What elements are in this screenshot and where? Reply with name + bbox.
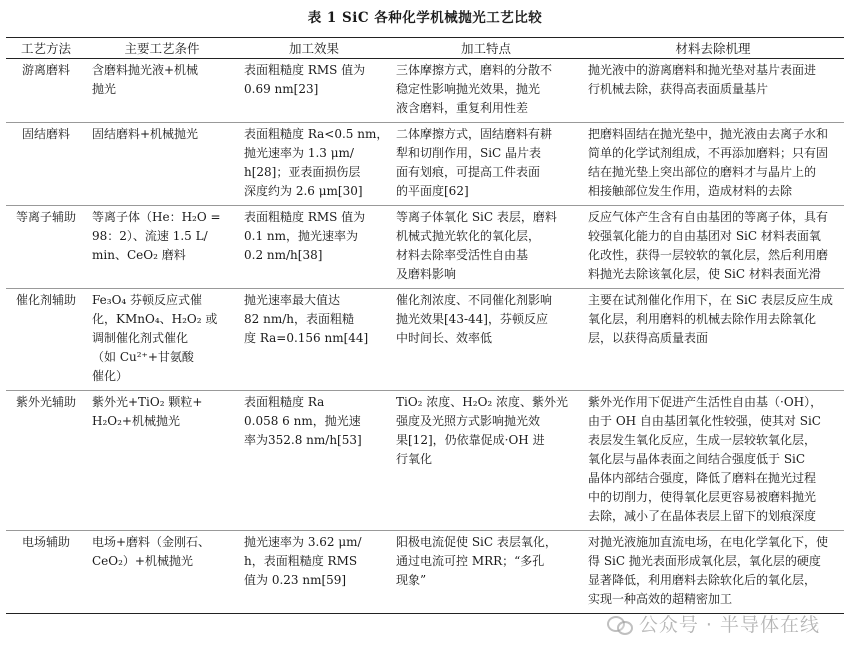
cell-line: 表面粗糙度 Ra<0.5 nm，: [244, 127, 389, 141]
cell-line: 中时间长、效率低: [396, 331, 493, 345]
cell-mechanism: [582, 289, 844, 391]
cell-line: 及磨料影响: [396, 267, 457, 281]
cell-conditions: [86, 123, 238, 206]
watermark: [607, 610, 820, 637]
header-features: 加工特点: [460, 40, 511, 56]
cell-line: 行机械去除，获得高表面质量基片: [588, 82, 769, 96]
cell-line: 度 Ra=0.156 nm[44]: [244, 331, 369, 345]
header-effect: 加工效果: [288, 40, 339, 56]
table-row: [6, 531, 844, 614]
cell-line: 较强氧化能力的自由基团对 SiC 材料表面氧: [588, 229, 821, 243]
cell-line: 面有划痕，可提高工件表面: [396, 165, 541, 179]
table-row: [6, 59, 844, 123]
table-header-row: [6, 38, 844, 59]
cell-line: 0.69 nm[23]: [244, 82, 319, 96]
cell-line: TiO₂ 浓度、H₂O₂ 浓度、紫外光: [396, 395, 569, 409]
cell-line: 中的切削力，使得氧化层更容易被磨料抛光: [588, 490, 817, 504]
cell-effect: [238, 206, 390, 289]
cell-line: 紫外光作用下促进产生活性自由基（·OH），: [588, 395, 823, 409]
cell-method: 游离磨料: [21, 63, 70, 77]
cell-line: 层，以获得高质量表面: [588, 331, 709, 345]
cell-method: 紫外光辅助: [15, 395, 76, 409]
cell-features: [390, 206, 582, 289]
cell-line: 得 SiC 抛光表面形成氧化层，氧化层的硬度: [588, 554, 821, 568]
cell-line: 表面粗糙度 RMS 值为: [244, 63, 366, 77]
table-row: [6, 123, 844, 206]
table-row: [6, 206, 844, 289]
cell-features: [390, 391, 582, 531]
cell-line: 显著降低，利用磨料去除软化后的氧化层，: [588, 573, 817, 587]
cell-line: 通过电流可控 MRR；“多孔: [396, 554, 545, 568]
cell-line: 固结磨料+机械抛光: [92, 127, 199, 141]
cell-line: 行氧化: [396, 452, 433, 466]
cell-line: 抛光速率为 1.3 μm/: [244, 146, 354, 160]
cell-features: [390, 59, 582, 123]
cell-line: 抛光速率最大值达: [244, 293, 341, 307]
cell-line: 率为352.8 nm/h[53]: [244, 433, 362, 447]
cell-line: 电场+磨料（金刚石、: [92, 535, 211, 549]
cell-line: 调制催化剂式催化: [92, 331, 189, 345]
cell-effect: [238, 59, 390, 123]
wechat-icon: [607, 614, 633, 634]
cell-line: 现象”: [396, 573, 427, 587]
cell-line: 犁和切削作用，SiC 晶片表: [396, 146, 542, 160]
cell-effect: [238, 391, 390, 531]
cell-line: 去除，减小了在晶体表层上留下的划痕深度: [588, 509, 817, 523]
cell-conditions: [86, 206, 238, 289]
cell-features: [390, 123, 582, 206]
cell-line: 阳极电流促使 SiC 表层氧化，: [396, 535, 557, 549]
cell-line: 液含磨料，重复利用性差: [396, 101, 529, 115]
cell-conditions: [86, 391, 238, 531]
cell-line: 表面粗糙度 Ra: [244, 395, 325, 409]
cell-line: H₂O₂+机械抛光: [92, 414, 180, 428]
cell-line: 由于 OH 自由基团氧化性较强，使其对 SiC: [588, 414, 821, 428]
cell-method: 电场辅助: [21, 535, 70, 549]
cell-line: 98：2）、流速 1.5 L/: [92, 229, 208, 243]
cell-line: 氧化层，利用磨料的机械去除作用去除氧化: [588, 312, 817, 326]
cell-mechanism: [582, 123, 844, 206]
cell-line: 表层发生氧化反应，生成一层较软氧化层，: [588, 433, 817, 447]
comparison-table: [6, 37, 844, 614]
cell-line: 机械式抛光软化的氧化层，: [396, 229, 541, 243]
cell-line: 抛光: [92, 82, 117, 96]
cell-method: 等离子辅助: [15, 210, 76, 224]
cell-line: 等离子体氧化 SiC 表层，磨料: [396, 210, 557, 224]
cell-line: 结在抛光垫上突出部位的磨料才与晶片上的: [588, 165, 817, 179]
cell-line: 表面粗糙度 RMS 值为: [244, 210, 366, 224]
cell-line: 0.1 nm，抛光速率为: [244, 229, 359, 243]
cell-line: 抛光液中的游离磨料和抛光垫对基片表面进: [588, 63, 817, 77]
cell-effect: [238, 123, 390, 206]
cell-effect: [238, 289, 390, 391]
cell-line: 含磨料抛光液+机械: [92, 63, 199, 77]
cell-mechanism: [582, 59, 844, 123]
watermark-text: 公众号 · 半导体在线: [638, 614, 820, 636]
header-conditions: 主要工艺条件: [124, 40, 200, 56]
cell-mechanism: [582, 206, 844, 289]
header-method: 工艺方法: [20, 40, 71, 56]
cell-features: [390, 531, 582, 614]
cell-line: 晶体内部结合强度，降低了磨料在抛光过程: [588, 471, 817, 485]
cell-line: 0.2 nm/h[38]: [244, 248, 323, 262]
cell-line: 强度及光照方式影响抛光效: [396, 414, 541, 428]
cell-line: 二体摩擦方式，固结磨料有耕: [396, 127, 553, 141]
cell-line: 值为 0.23 nm[59]: [244, 573, 347, 587]
header-mechanism: 材料去除机理: [675, 40, 751, 56]
cell-line: 三体摩擦方式，磨料的分散不: [396, 63, 553, 77]
cell-line: 催化剂浓度、不同催化剂影响: [396, 293, 553, 307]
cell-line: min、CeO₂ 磨料: [92, 248, 186, 262]
cell-conditions: [86, 289, 238, 391]
cell-conditions: [86, 59, 238, 123]
cell-method: 催化剂辅助: [15, 293, 76, 307]
cell-line: 果[12]，仍依靠促成·OH 进: [396, 433, 545, 447]
cell-line: 等离子体（He：H₂O =: [92, 210, 221, 224]
cell-line: （如 Cu²⁺+甘氨酸: [92, 350, 194, 364]
table-row: [6, 289, 844, 391]
cell-line: Fe₃O₄ 芬顿反应式催: [92, 293, 203, 307]
cell-mechanism: [582, 391, 844, 531]
cell-line: 反应气体产生含有自由基团的等离子体，具有: [588, 210, 829, 224]
cell-line: 催化）: [92, 369, 129, 383]
cell-line: 82 nm/h，表面粗糙: [244, 312, 354, 326]
cell-mechanism: [582, 531, 844, 614]
cell-line: 材料去除率受活性自由基: [396, 248, 529, 262]
cell-line: 的平面度[62]: [396, 184, 469, 198]
cell-line: 紫外光+TiO₂ 颗粒+: [92, 395, 203, 409]
cell-line: 化改性，获得一层较软的氧化层，然后利用磨: [588, 248, 829, 262]
cell-line: 相接触部位发生作用，造成材料的去除: [588, 184, 793, 198]
cell-line: 0.058 6 nm，抛光速: [244, 414, 361, 428]
cell-line: 抛光效果[43-44]，芬顿反应: [396, 312, 548, 326]
cell-line: h[28]；亚表面损伤层: [244, 165, 361, 179]
cell-features: [390, 289, 582, 391]
table-row: [6, 391, 844, 531]
cell-line: h，表面粗糙度 RMS: [244, 554, 358, 568]
cell-line: 对抛光液施加直流电场，在电化学氧化下，使: [588, 535, 829, 549]
cell-line: 稳定性影响抛光效果，抛光: [396, 82, 541, 96]
cell-line: 料抛光去除该氧化层，使 SiC 材料表面光滑: [588, 267, 821, 281]
cell-line: 主要在试剂催化作用下，在 SiC 表层反应生成: [588, 293, 833, 307]
cell-line: 抛光速率为 3.62 μm/: [244, 535, 362, 549]
cell-conditions: [86, 531, 238, 614]
cell-line: 简单的化学试剂组成，不再添加磨料；只有固: [588, 146, 829, 160]
table-caption: 表 1 SiC 各种化学机械抛光工艺比较: [307, 10, 543, 26]
cell-line: 实现一种高效的超精密加工: [588, 592, 733, 606]
cell-line: 把磨料固结在抛光垫中，抛光液由去离子水和: [588, 127, 829, 141]
cell-line: 深度约为 2.6 μm[30]: [244, 184, 363, 198]
cell-method: 固结磨料: [21, 127, 70, 141]
cell-line: 化，KMnO₄、H₂O₂ 或: [92, 312, 218, 326]
cell-effect: [238, 531, 390, 614]
cell-line: CeO₂）+机械抛光: [92, 554, 193, 568]
cell-line: 氧化层与晶体表面之间结合强度低于 SiC: [588, 452, 806, 466]
